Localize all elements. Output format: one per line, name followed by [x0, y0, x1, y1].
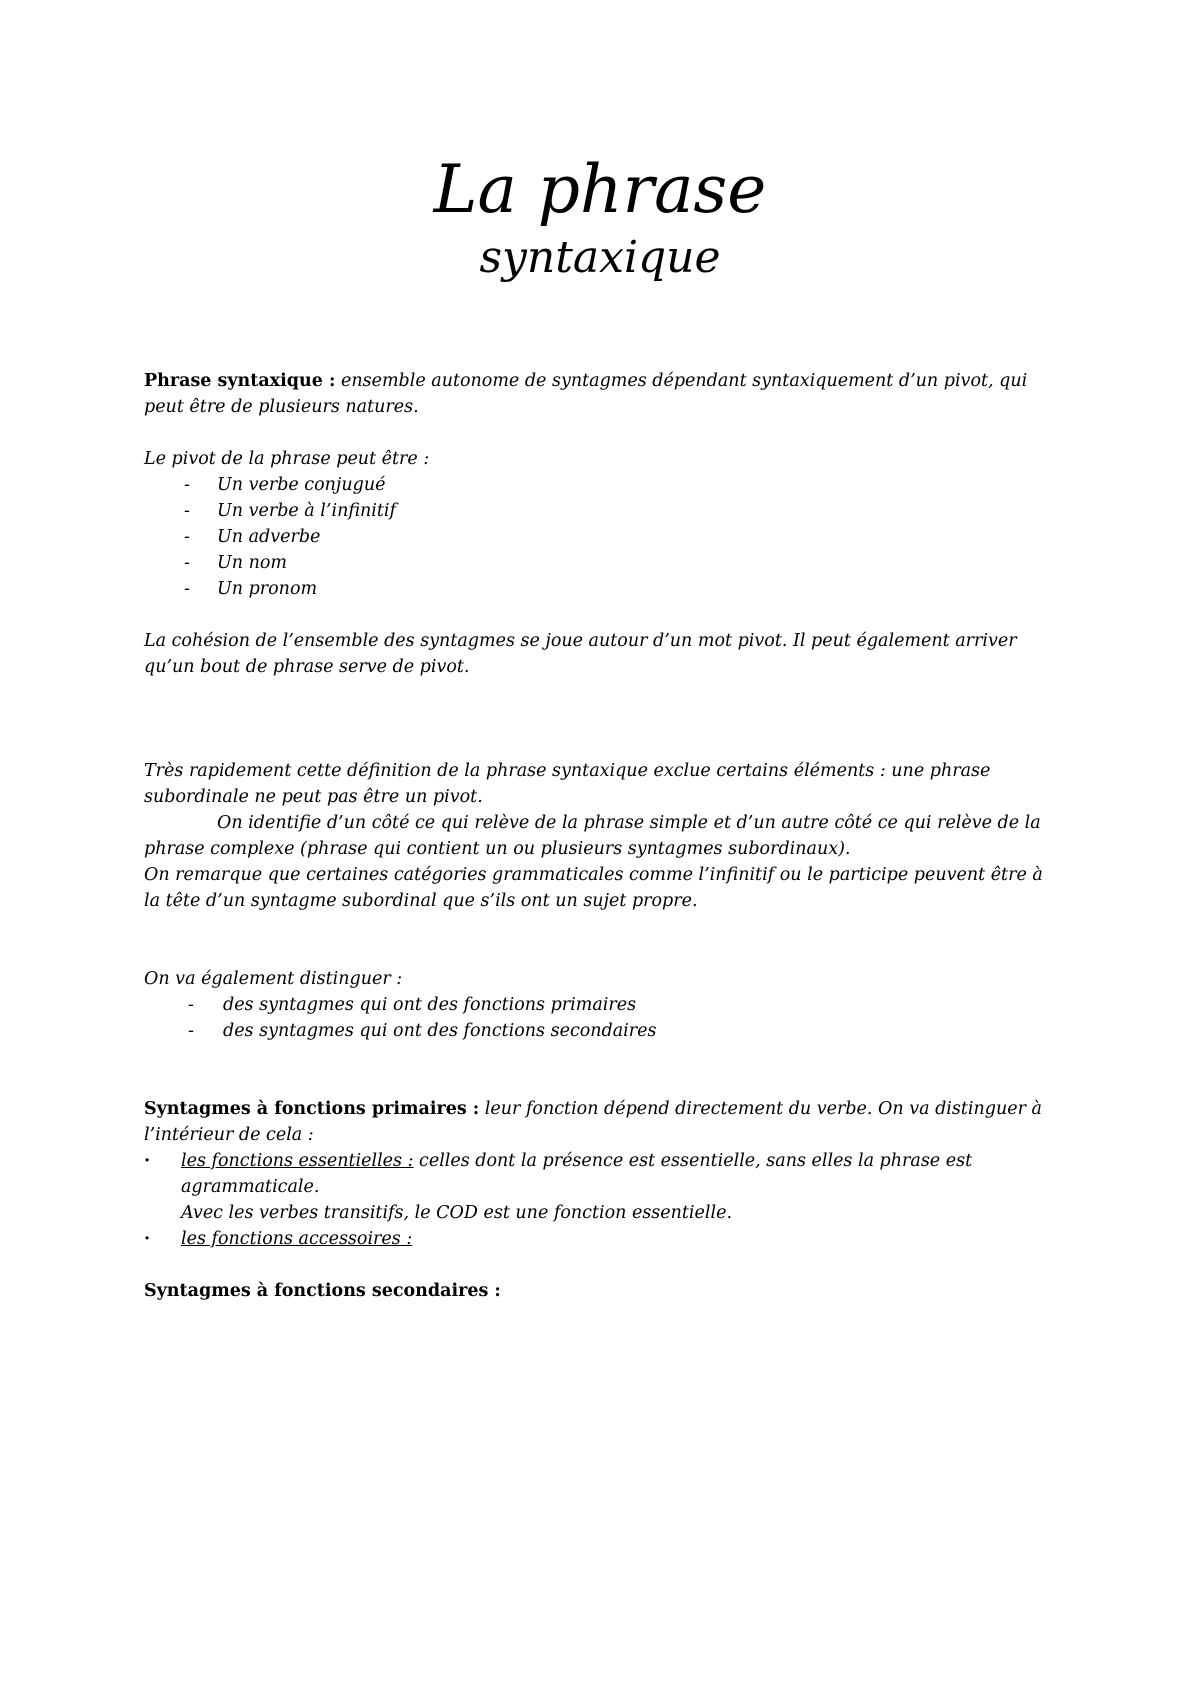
- primary-paragraph: [144, 1096, 1064, 1148]
- primary-bullet-list: [144, 1148, 1064, 1252]
- list-item: - Un pronom: [144, 576, 1064, 602]
- primary-heading: Syntagmes à fonctions primaires :: [144, 1099, 480, 1119]
- remark-paragraph-1: Très rapidement cette définition de la phrase syntaxique exclue certains éléments : une phrase subordinale ne peut pas être un pivot.: [144, 761, 991, 807]
- list-item: - des syntagmes qui ont des fonctions secondaires: [144, 1018, 1064, 1044]
- title-block: [0, 150, 1200, 286]
- definition-paragraph: [144, 368, 1064, 420]
- document-body: [144, 368, 1064, 1304]
- distinguish-list: [144, 992, 1064, 1044]
- list-item: - des syntagmes qui ont des fonctions primaires: [144, 992, 1064, 1018]
- page-subtitle: syntaxique: [479, 232, 721, 283]
- pivot-intro: Le pivot de la phrase peut être :: [144, 449, 430, 469]
- pivot-list: [144, 472, 1064, 602]
- remark-paragraph-3: On remarque que certaines catégories grammaticales comme l’infinitif ou le participe peuvent être à la tête d’un syntagme subordinal que s’ils ont un sujet propre.: [144, 865, 1043, 911]
- remark-paragraph-2: On identifie d’un côté ce qui relève de la phrase simple et d’un autre côté ce qui relève de la phrase complexe (phrase qui contient un ou plusieurs syntagmes subordinaux).: [144, 813, 1041, 859]
- list-item: - Un adverbe: [144, 524, 1064, 550]
- list-item: - Un nom: [144, 550, 1064, 576]
- definition-text: ensemble autonome de syntagmes dépendant syntaxiquement d’un pivot, qui peut être de plusieurs natures.: [144, 371, 1028, 417]
- bullet-label: les fonctions accessoires :: [181, 1229, 413, 1249]
- list-item: - Un verbe à l’infinitif: [144, 498, 1064, 524]
- list-item: - Un verbe conjugué: [144, 472, 1064, 498]
- primary-text: leur fonction dépend directement du verbe. On va distinguer à l’intérieur de cela :: [144, 1099, 1042, 1145]
- page-title: La phrase: [433, 151, 767, 228]
- cohesion-paragraph: La cohésion de l’ensemble des syntagmes se joue autour d’un mot pivot. Il peut également arriver qu’un bout de phrase serve de pivot.: [144, 631, 1017, 677]
- bullet-text: celles dont la présence est essentielle, sans elles la phrase est agrammaticale.: [181, 1151, 973, 1197]
- secondary-heading: Syntagmes à fonctions secondaires :: [144, 1281, 501, 1301]
- list-item: [144, 1226, 1064, 1252]
- bullet-label: les fonctions essentielles :: [181, 1151, 414, 1171]
- list-item: [144, 1148, 1064, 1226]
- distinguish-intro: On va également distinguer :: [144, 969, 403, 989]
- bullet-note: Avec les verbes transitifs, le COD est une fonction essentielle.: [181, 1203, 733, 1223]
- definition-term: Phrase syntaxique :: [144, 371, 336, 391]
